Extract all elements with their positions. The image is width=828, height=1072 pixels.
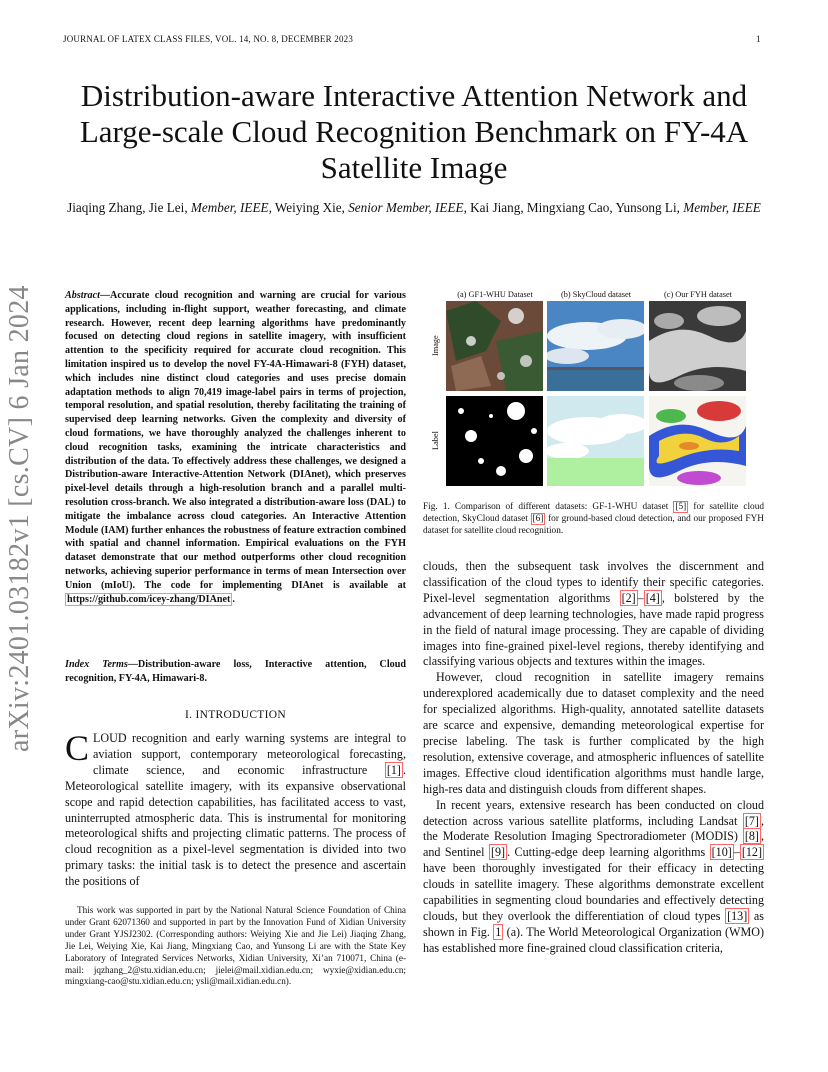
abstract-end: . (232, 593, 235, 605)
footnote: This work was supported in part by the National Natural Science Foundation of China under Grant 62071360 and supported in part by the Innovation Fund of Xidian University under Grant YJSJ2302. (Corresponding authors: Weiying Xie and Jie Lei) Jiaqing Zhang, Jie Lei, Weiying Xie, Kai Jiang, Mingxiang Cao, and Yunsong Li are with the State Key Laboratory of Integrated Services Networks, Xidian University, Xi’an 710071, China (e-mail: jqzhang_2@stu.xidian.edu.cn; jielei@mail.xidian.edu.cn; wyxie@xidian.edu.cn; mingxiang-cao@stu.xidian.edu.cn; ysli@mail.xidian.edu.cn). (65, 905, 406, 987)
paragraph: In recent years, extensive research has been conducted on cloud detection across various satellite platforms, including Landsat [7] , the Moderate Resolution Imaging Spectroradiometer (MODIS) [8] , and Sentinel [9] . Cutting-edge deep learning algorithms [10] – [12] have been thoroughly investigated for their efficacy in detecting clouds in satellite imagery. These algorithms demonstrate excellent capabilities in segmenting cloud boundaries and effectively detecting clouds, but they overlook the differentiation of cloud types [13] as shown in Fig. 1 (a). The World Meteorological Organization (WMO) has established more fine-grained cloud classification criteria, (423, 797, 764, 955)
paragraph: clouds, then the subsequent task involves the discernment and classification of the cloud types to identify their specific categories. Pixel-level segmentation algorithms [2] – [4] , bolstered by the advancement of deep learning technologies, have made rapid progress in the field of natural image processing. They are capable of dividing images into fine-grained pixel-level regions, thereby identifying and classifying various objects and textures within the images. (423, 559, 764, 669)
abstract-text: —Accurate cloud recognition and warning are crucial for various applications, including in-flight support, weather forecasting, and climate research. However, recent deep learning algorithms have predominantly focused on detecting cloud regions in satellite imagery, with insufficient attention to the specificity required for accurate cloud recognition. This limitation inspired us to develop the novel FY-4A-Himawari-8 (FYH) dataset, which includes nine distinct cloud categories and uses precise domain adaptation methods to align 70,419 image-label pairs in terms of projection, temporal resolution, and spatial resolution, thereby facilitating the training of supervised deep learning networks. Given the complexity and diversity of cloud formations, we have thoroughly analyzed the challenges inherent to cloud recognition tasks, examining the intricate characteristics and distribution of the data. To effectively address these challenges, we designed a Distribution-aware Interactive-Attention Network (DIAnet), which preserves pixel-level details through a high-resolution branch and a parallel multi-resolution cross-branch. We also integrated a distribution-aware loss (DAL) to mitigate the imbalance across cloud categories. An Interactive Attention Module (IAM) further enhances the robustness of feature extraction combined with spatial and channel information. Empirical evaluations on the FYH dataset demonstrate that our method outperforms other cloud recognition networks, achieving superior performance in terms of mean Intersection over Union (mIoU). The code for implementing DIAnet is available at (65, 290, 406, 591)
row-label-label: Label (431, 431, 440, 450)
index-terms-text: —Distribution-aware loss, Interactive attention, Cloud recognition, FY-4A, Himawari-8. (65, 659, 406, 684)
fig-col-title-c: (c) Our FYH dataset (664, 290, 732, 299)
row-label-image: Image (431, 335, 440, 356)
paper-title: Distribution-aware Interactive Attention Network and Large-scale Cloud Recognition Benchmark on FY-4A Satellite Image (79, 78, 749, 185)
skycloud-label (547, 396, 644, 486)
gf1-whu-image (446, 301, 543, 391)
intro-paragraph (65, 728, 406, 890)
index-terms (65, 658, 406, 686)
fig-col-title-a: (a) GF1-WHU Dataset (457, 290, 533, 299)
page-number: 1 (756, 34, 761, 44)
right-column-text (423, 559, 764, 957)
abstract-lead: Abstract (65, 290, 100, 301)
gf1-whu-label (446, 396, 543, 486)
figure-1 (423, 290, 761, 492)
figure-caption: Fig. 1. Comparison of different datasets: GF-1-WHU dataset [5] for satellite cloud detection, SkyCloud dataset [6] for ground-based cloud detection, and our proposed FYH dataset for satellite cloud recognition. (423, 502, 764, 536)
author-list: Jiaqing Zhang, Jie Lei, Member, IEEE, Weiying Xie, Senior Member, IEEE, Kai Jiang, Mingxiang Cao, Yunsong Li, Member, IEEE (67, 200, 761, 215)
journal-header: JOURNAL OF LATEX CLASS FILES, VOL. 14, NO. 8, DECEMBER 2023 (63, 34, 354, 44)
fyh-label (649, 396, 746, 486)
skycloud-image (547, 301, 644, 391)
index-terms-lead: Index Terms (65, 659, 128, 670)
fyh-image (649, 301, 746, 391)
drop-cap: C (65, 728, 90, 768)
fig-col-title-b: (b) SkyCloud dataset (560, 290, 632, 299)
code-link[interactable]: https://github.com/icey-zhang/DIAnet (67, 593, 231, 605)
section-title: I. INTRODUCTION (185, 709, 286, 721)
intro-text: LOUD recognition and early warning systems are integral to aviation support, contemporary meteorological forecasting, climate science, and economic infrastructure [1] . Meteorological satellite imagery, with its expansive observational scope and rapid detection capabilities, has facilitated access to vast, uninterrupted atmospheric data. This is instrumental for monitoring meteorological shifts and projecting climatic patterns. The process of cloud recognition as a pixel-level segmentation is divided into two primary tasks: the initial task is to detect the presence and ascertain the positions of (65, 731, 406, 889)
arxiv-identifier: arXiv:2401.03182v1 [cs.CV] 6 Jan 2024 (4, 285, 35, 752)
abstract (65, 289, 406, 606)
paragraph: However, cloud recognition in satellite imagery remains underexplored academically due to dataset complexity and the need for specialized algorithms. High-quality, annotated satellite datasets are scarce and expensive, demanding meteorological expertise for precise labeling. The task is further complicated by the high resolution, extensive coverage, and atmospheric influences of satellite images. Effective cloud identification algorithms must handle large, high-res data and distinguish clouds from different shapes. (423, 670, 764, 796)
